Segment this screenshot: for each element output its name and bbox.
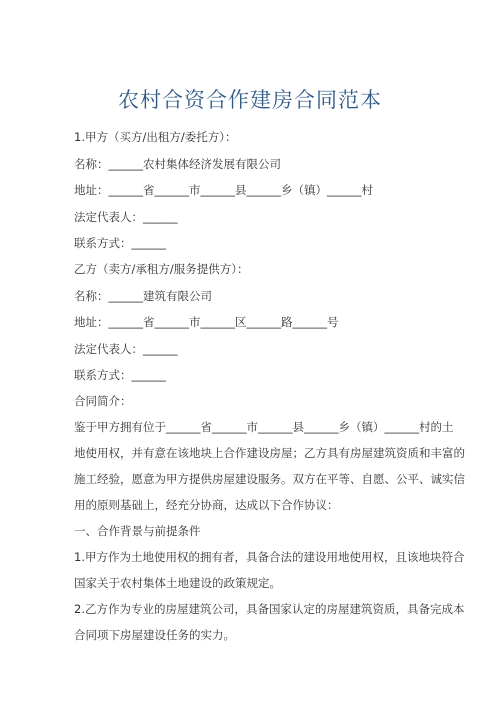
contract-summary-heading: 合同简介： bbox=[74, 394, 132, 408]
party-b-address: 地址：______省______市______区______路______号 bbox=[74, 315, 339, 329]
clause-2-line: 2.乙方作为专业的房屋建筑公司，具备国家认定的房屋建筑资质，具备完成本 bbox=[74, 602, 465, 616]
clause-1-line: 国家关于农村集体土地建设的政策规定。 bbox=[74, 576, 281, 590]
party-a-address: 地址：______省______市______县______乡（镇）______村 bbox=[74, 183, 373, 197]
party-b-contact: 联系方式：______ bbox=[74, 368, 166, 382]
party-a-name: 名称：______农村集体经济发展有限公司 bbox=[74, 157, 281, 171]
summary-paragraph-line: 用的原则基础上，经充分协商，达成以下合作协议： bbox=[74, 498, 339, 512]
section-1-heading: 一、合作背景与前提条件 bbox=[74, 524, 201, 538]
document-title: 农村合资合作建房合同范本 bbox=[118, 88, 382, 112]
party-a-representative: 法定代表人：______ bbox=[74, 210, 178, 224]
party-b-representative: 法定代表人：______ bbox=[74, 342, 178, 356]
summary-paragraph-line: 地使用权，并有意在该地块上合作建设房屋；乙方具有房屋建筑资质和丰富的 bbox=[74, 446, 465, 460]
summary-paragraph-line: 鉴于甲方拥有位于______省______市______县______乡（镇）______村的土 bbox=[74, 420, 454, 434]
party-b-name: 名称：______建筑有限公司 bbox=[74, 289, 212, 303]
party-b-heading: 乙方（卖方/承租方/服务提供方）： bbox=[74, 262, 249, 276]
summary-paragraph-line: 施工经验，愿意为甲方提供房屋建设服务。双方在平等、自愿、公平、诚实信 bbox=[74, 472, 465, 486]
party-a-contact: 联系方式：______ bbox=[74, 236, 166, 250]
clause-2-line: 合同项下房屋建设任务的实力。 bbox=[74, 628, 235, 642]
party-a-heading: 1.甲方（买方/出租方/委托方）： bbox=[74, 130, 237, 144]
clause-1-line: 1.甲方作为土地使用权的拥有者，具备合法的建设用地使用权，且该地块符合 bbox=[74, 550, 465, 564]
